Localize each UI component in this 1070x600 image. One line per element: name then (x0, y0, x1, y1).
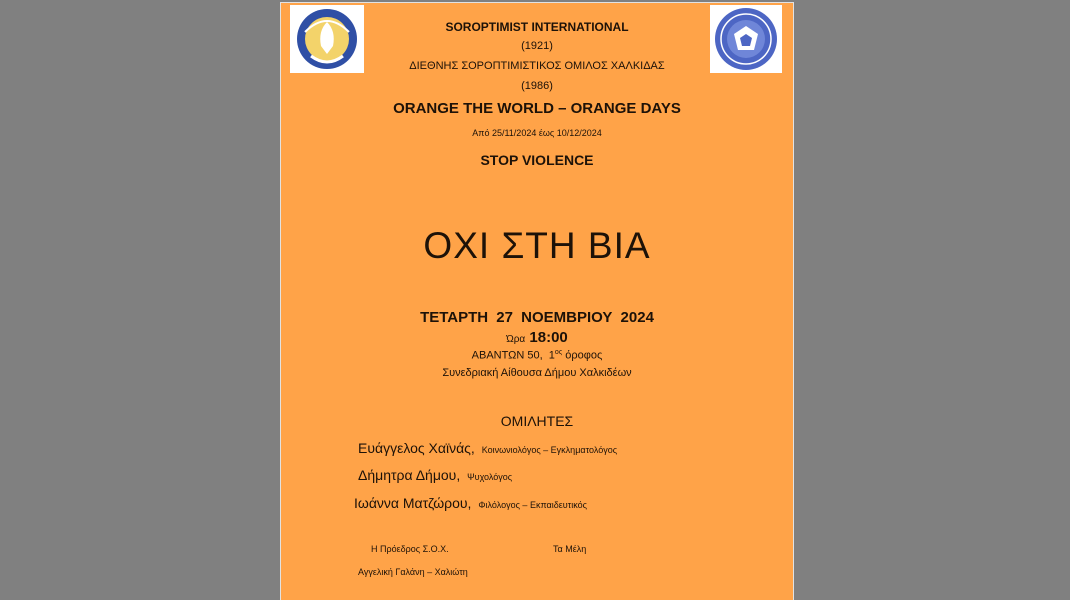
speakers-title: ΟΜΙΛΗΤΕΣ (500, 413, 574, 429)
speaker-name: Δήμητρα Δήμου, (358, 467, 461, 483)
event-address (281, 349, 793, 362)
time-value: 18:00 (529, 329, 568, 346)
club-name: ΔΙΕΘΝΗΣ ΣΟΡΟΠΤΙΜΙΣΤΙΚΟΣ ΟΜΙΛΟΣ ΧΑΛΚΙΔΑΣ (409, 60, 665, 72)
event-venue: Συνεδριακή Αίθουσα Δήμου Χαλκιδέων (442, 367, 632, 379)
event-time (281, 329, 793, 346)
speaker-role: Φιλόλογος – Εκπαιδευτικός (478, 500, 587, 510)
speaker-item (358, 467, 512, 483)
signature-president-name: Αγγελική Γαλάνη – Χαλιώτη (358, 567, 468, 577)
address-street: ΑΒΑΝΤΩΝ 50, (471, 349, 543, 362)
speaker-name: Ιωάννα Ματζώρου, (354, 495, 472, 511)
speaker-role: Κοινωνιολόγος – Εγκληματολόγος (481, 445, 618, 455)
speaker-item (358, 440, 617, 456)
campaign-period: Από 25/11/2024 έως 10/12/2024 (472, 128, 602, 138)
time-label: Ώρα (506, 334, 526, 345)
org-year: (1921) (521, 40, 553, 52)
event-poster (281, 3, 793, 600)
signature-members-title: Τα Μέλη (553, 544, 587, 554)
club-year: (1986) (521, 80, 553, 92)
event-date: ΤΕΤΑΡΤΗ 27 ΝΟΕΜΒΡΙΟΥ 2024 (420, 309, 654, 326)
floor-superscript: ος (554, 349, 563, 356)
signature-president-title: Η Πρόεδρος Σ.Ο.Χ. (371, 544, 449, 554)
speaker-name: Ευάγγελος Χαϊνάς, (358, 440, 475, 456)
speaker-role: Ψυχολόγος (467, 472, 513, 482)
speaker-item (354, 495, 587, 511)
campaign-title: ORANGE THE WORLD – ORANGE DAYS (393, 100, 681, 117)
floor-number: 1 (548, 349, 555, 362)
headline: ΟΧΙ ΣΤΗ ΒΙΑ (423, 225, 651, 266)
org-name: SOROPTIMIST INTERNATIONAL (445, 20, 629, 34)
floor-word: όροφος (565, 349, 603, 362)
slogan-english: STOP VIOLENCE (480, 152, 594, 168)
